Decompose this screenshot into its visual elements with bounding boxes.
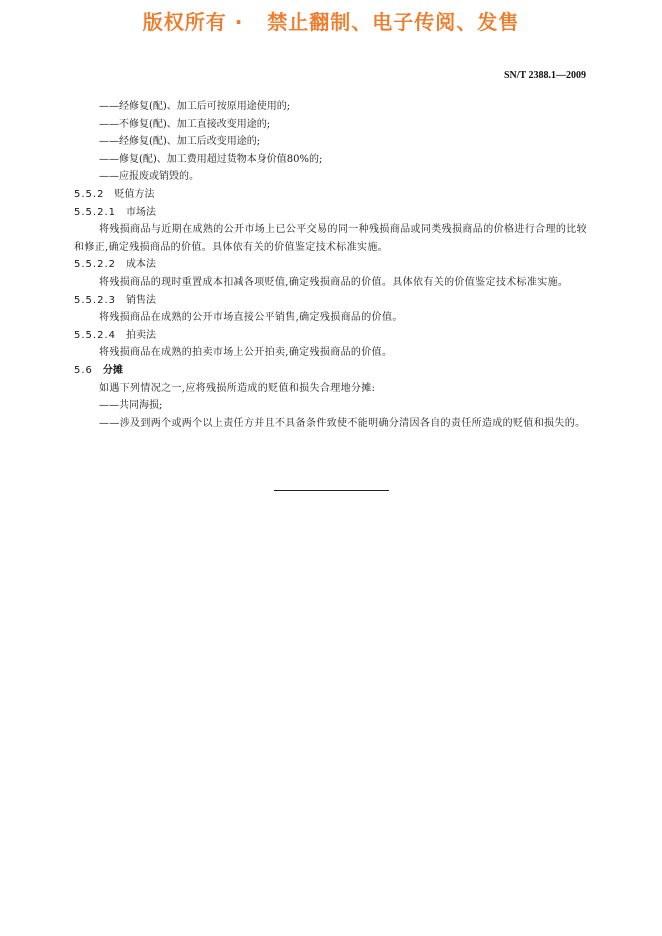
paragraph-auction-method: 将残损商品在成熟的拍卖市场上公开拍卖,确定残损商品的价值。 [99, 347, 393, 359]
section-number: 5.5.2.1 [74, 206, 116, 218]
section-number: 5.5.2 [74, 188, 105, 200]
section-title: 销售法 [126, 294, 156, 306]
document-body [74, 98, 587, 432]
section-title: 拍卖法 [126, 329, 156, 341]
section-heading-5-5-2-2 [74, 256, 587, 274]
paragraph-cost-method: 将残损商品的现时重置成本扣减各项贬值,确定残损商品的价值。具体依有关的价值鉴定技术标准实施。 [99, 276, 569, 288]
list-item: ——经修复(配)、加工后可按原用途使用的; [99, 101, 291, 112]
section-heading-5-6 [74, 362, 587, 380]
section-number: 5.6 [74, 364, 93, 376]
standard-number: SN/T 2388.1—2009 [503, 70, 586, 81]
paragraph-apportionment-intro: 如遇下列情况之一,应将残损所造成的贬值和损失合理地分摊: [99, 382, 376, 394]
section-heading-5-5-2-1 [74, 204, 587, 222]
section-title: 分摊 [102, 364, 123, 376]
section-heading-5-5-2-3 [74, 292, 587, 310]
list-item [74, 415, 587, 433]
section-number: 5.5.2.3 [74, 294, 116, 306]
paragraph-sales-method: 将残损商品在成熟的公开市场直接公平销售,确定残损商品的价值。 [99, 312, 403, 324]
end-of-text-rule [274, 490, 389, 491]
list-item: ——修复(配)、加工费用超过货物本身价值80%的; [99, 153, 323, 165]
section-number: 5.5.2.2 [74, 259, 116, 271]
paragraph-market-method: 将残损商品与近期在成熟的公开市场上已公平交易的同一种残损商品或同类残损商品的价格进行合理的比较和修正,确定残损商品的价值。具体依有关的价值鉴定技术标准实施。 [74, 224, 587, 253]
section-heading-5-5-2 [74, 186, 587, 204]
section-number: 5.5.2.4 [74, 329, 116, 341]
section-title: 贬值方法 [114, 188, 155, 200]
section-title: 成本法 [126, 259, 156, 271]
section-title: 市场法 [126, 206, 156, 218]
copyright-watermark: 版权所有 · 禁止翻制、电子传阅、发售 [142, 10, 520, 34]
list-item: ——应报废或销毁的。 [99, 171, 199, 183]
list-item: ——经修复(配)、加工后改变用途的; [99, 136, 261, 148]
list-item: ——不修复(配)、加工直接改变用途的; [99, 118, 271, 130]
list-item-text: ——涉及到两个或两个以上责任方并且不具备条件致使不能明确分清因各自的责任所造成的贬值和损失的。 [99, 417, 586, 429]
section-heading-5-5-2-4 [74, 327, 587, 345]
list-item: ——共同海损; [99, 400, 163, 412]
